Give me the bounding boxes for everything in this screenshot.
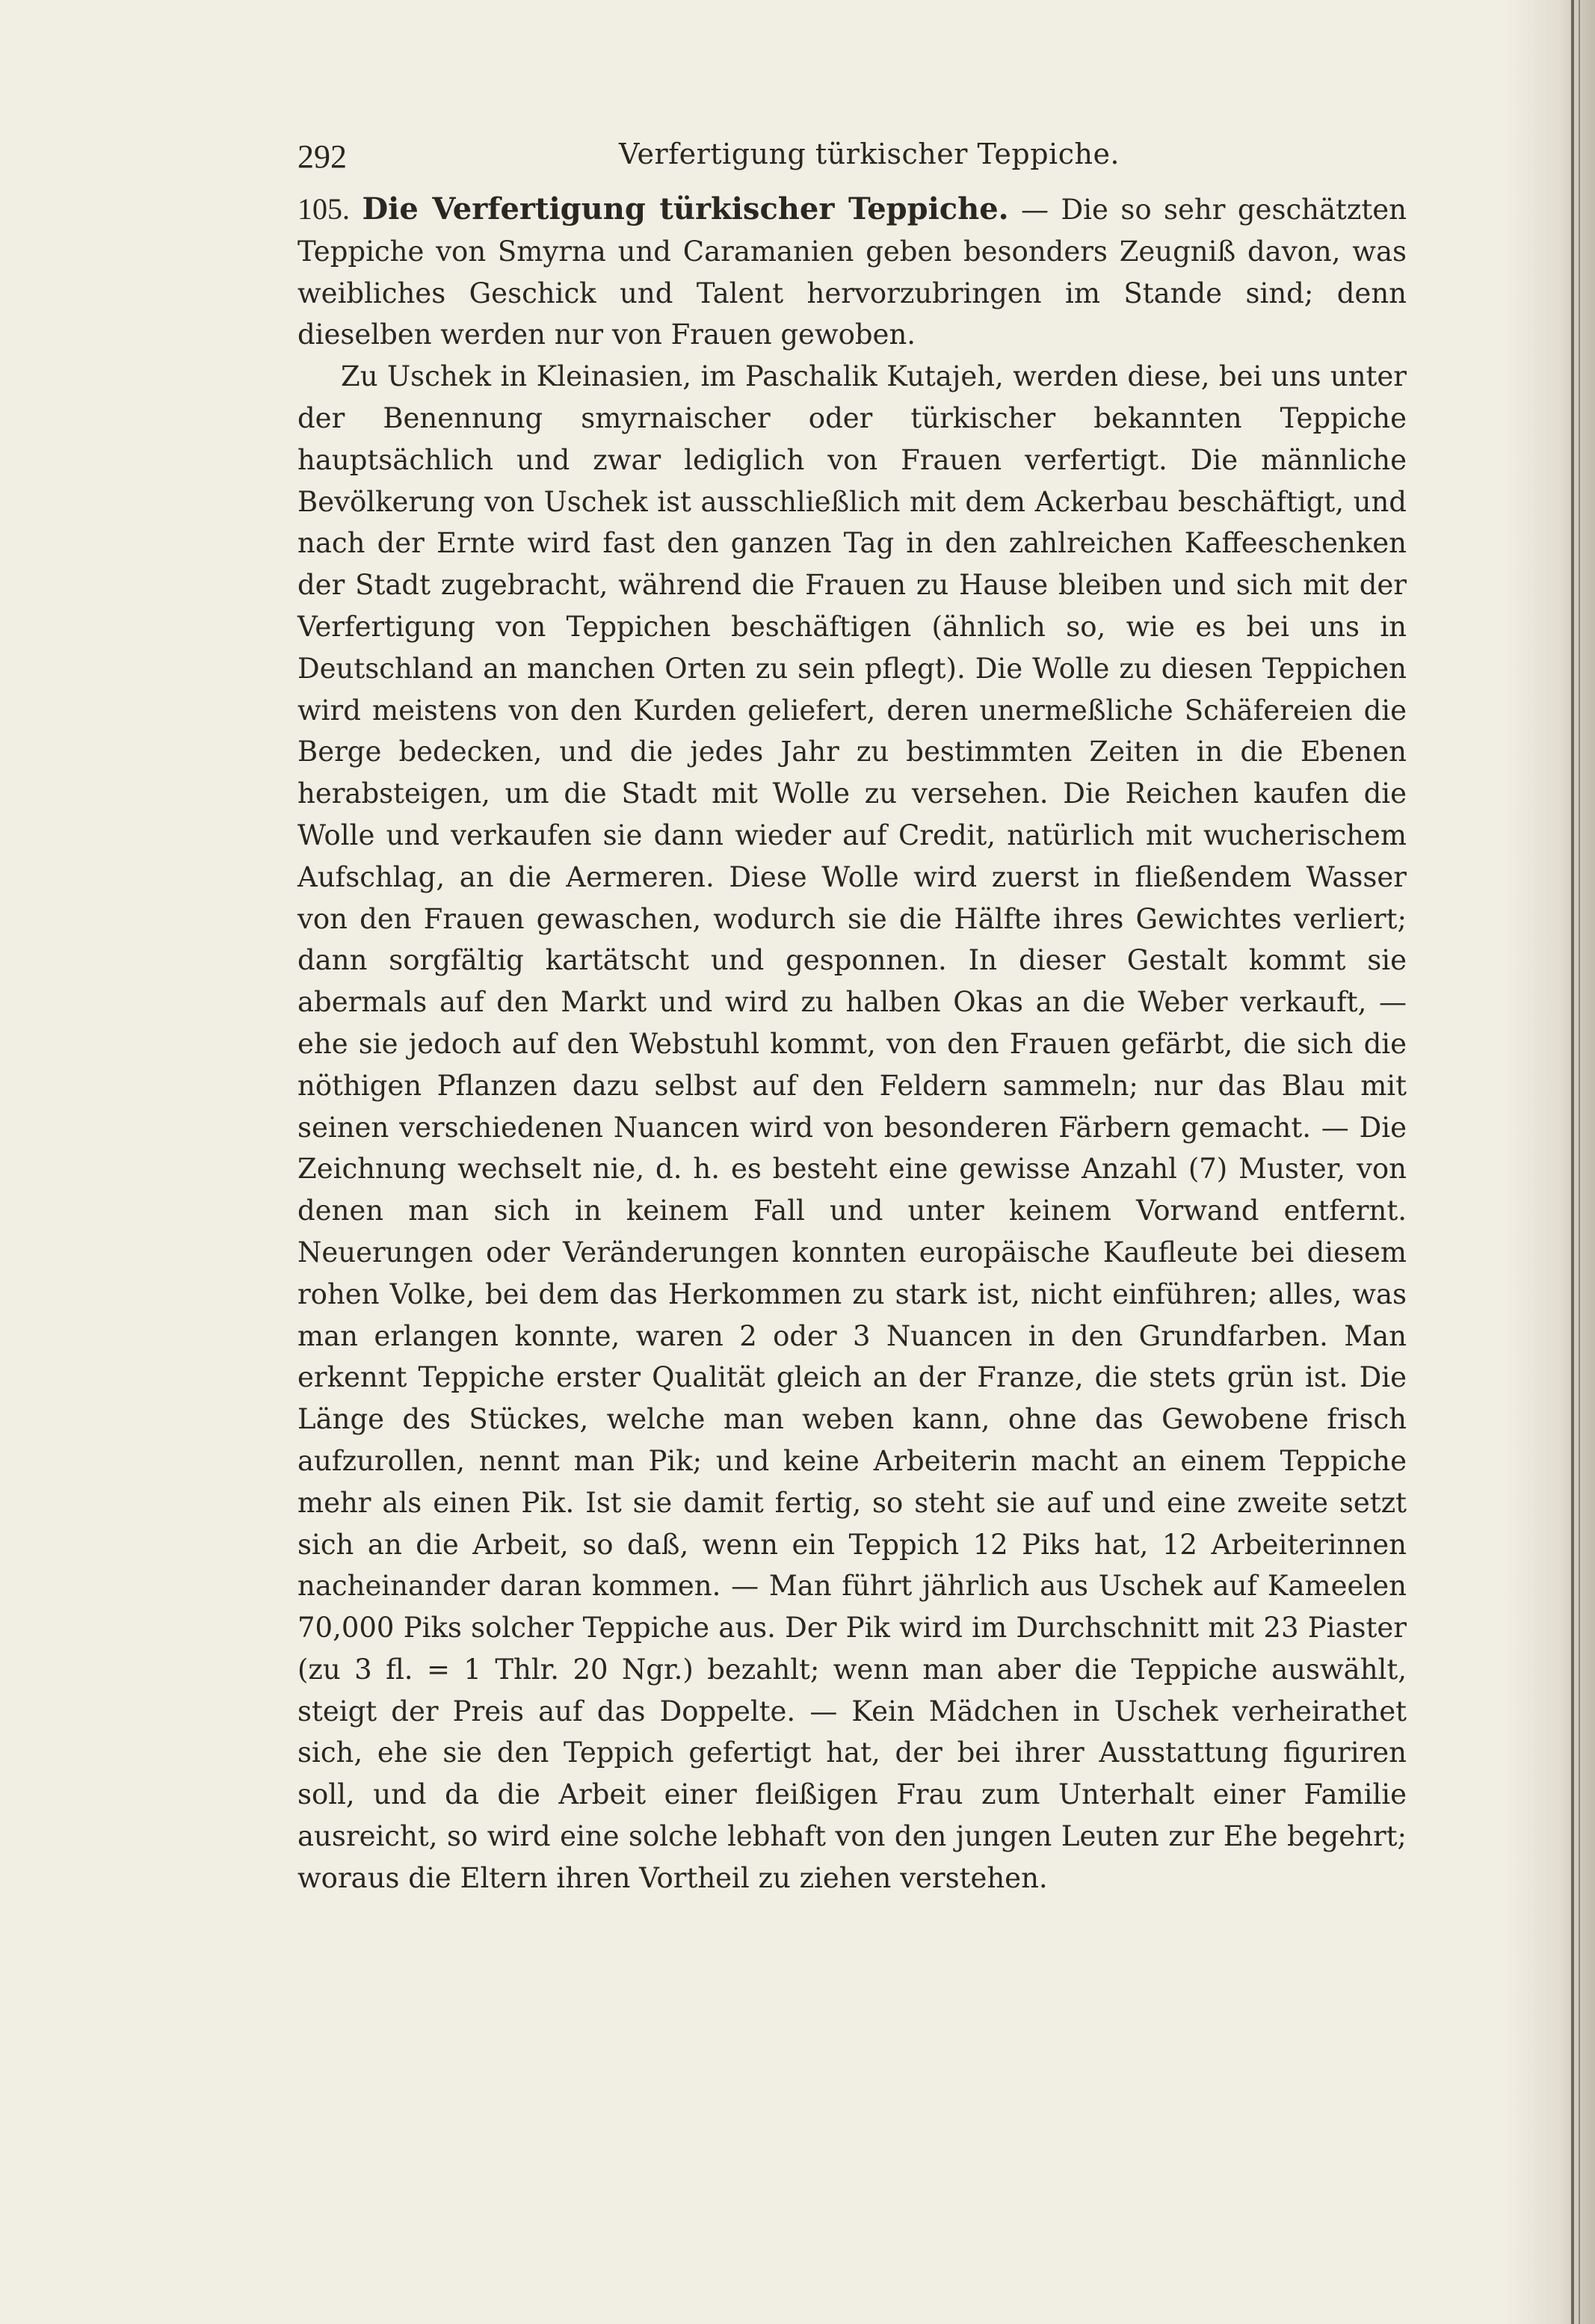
paragraph-text: — Die so sehr geschätzten Teppiche von Smyrna und Caramanien geben besonders Zeugniß davon, was weibliches Geschick und Talent hervorzubringen im Stande sind; denn dieselben werden nur von Frauen gewoben. bbox=[297, 194, 1407, 351]
page-number: 292 bbox=[297, 138, 347, 175]
paragraph-text: Zu Uschek in Kleinasien, im Paschalik Kutajeh, werden diese, bei uns unter der Benennung smyrnaischer oder türkischer bekannten Teppiche hauptsächlich und zwar lediglich von Frauen verfertigt. Die männliche Bevölkerung von Uschek ist ausschließlich mit dem Ackerbau beschäftigt, und nach der Ernte wird fast den ganzen Tag in den zahlreichen Kaffeeschenken der Stadt zugebracht, während die Frauen zu Hause bleiben und sich mit der Verfertigung von Teppichen beschäftigen (ähnlich so, wie es bei uns in Deutschland an manchen Orten zu sein pflegt). Die Wolle zu diesen Teppichen wird meistens von den Kurden geliefert, deren unermeßliche Schäfereien die Berge bedecken, und die jedes Jahr zu bestimmten Zeiten in die Ebenen herabsteigen, um die Stadt mit Wolle zu versehen. Die Reichen kaufen die Wolle und verkaufen sie dann wieder auf Credit, natürlich mit wucherischem Aufschlag, an die Aermeren. Diese Wolle wird zuerst in fließendem Wasser von den Frauen gewaschen, wodurch sie die Hälfte ihres Gewichtes verliert; dann sorgfältig kartätscht und gesponnen. In dieser Gestalt kommt sie abermals auf den Markt und wird zu halben Okas an die Weber verkauft, — ehe sie jedoch auf den Webstuhl kommt, von den Frauen gefärbt, die sich die nöthigen Pflanzen dazu selbst auf den Feldern sammeln; nur das Blau mit seinen verschiedenen Nuancen wird von besonderen Färbern gemacht. — Die Zeichnung wechselt nie, d. h. es besteht eine gewisse Anzahl (7) Muster, von denen man sich in keinem Fall und unter keinem Vorwand entfernt. Neuerungen oder Veränderungen konnten europäische Kaufleute bei diesem rohen Volke, bei dem das Herkommen zu stark ist, nicht einführen; alles, was man erlangen konnte, waren 2 oder 3 Nuancen in den Grundfarben. Man erkennt Teppiche erster Qualität gleich an der Franze, die stets grün ist. Die Länge des Stückes, welche man weben kann, ohne das Gewobene frisch aufzurollen, nennt man Pik; und keine Arbeiterin macht an einem Teppiche mehr als einen Pik. Ist sie damit fertig, so steht sie auf und eine zweite setzt sich an die Arbeit, so daß, wenn ein Teppich 12 Piks hat, 12 Arbeiterinnen nacheinander daran kommen. — Man führt jährlich aus Uschek auf Kameelen 70,000 Piks solcher Teppiche aus. Der Pik wird im Durchschnitt mit 23 Piaster (zu 3 fl. = 1 Thlr. 20 Ngr.) bezahlt; wenn man aber die Teppiche auswählt, steigt der Preis auf das Doppelte. — Kein Mädchen in Uschek verheirathet sich, ehe sie den Teppich gefertigt hat, der bei ihrer Ausstattung figuriren soll, und da die Arbeit einer fleißigen Frau zum Unterhalt einer Familie ausreicht, so wird eine solche lebhaft von den jungen Leuten zur Ehe begehrt; woraus die Eltern ihren Vortheil zu ziehen verstehen. bbox=[297, 360, 1407, 1894]
section-number: 105. bbox=[297, 192, 350, 226]
binding-shadow bbox=[1505, 0, 1595, 2324]
article-paragraph-1 bbox=[297, 188, 1407, 356]
running-head bbox=[297, 127, 1407, 187]
section-title: Die Verfertigung türkischer Teppiche. bbox=[362, 191, 1009, 226]
binding-edge-line bbox=[1571, 0, 1574, 2324]
running-head-title: Verfertigung türkischer Teppiche. bbox=[619, 138, 1120, 170]
binding-edge-line-secondary bbox=[1579, 0, 1580, 2324]
article-body bbox=[297, 188, 1407, 1899]
book-page bbox=[297, 127, 1407, 1899]
article-paragraph-2 bbox=[297, 356, 1407, 1899]
